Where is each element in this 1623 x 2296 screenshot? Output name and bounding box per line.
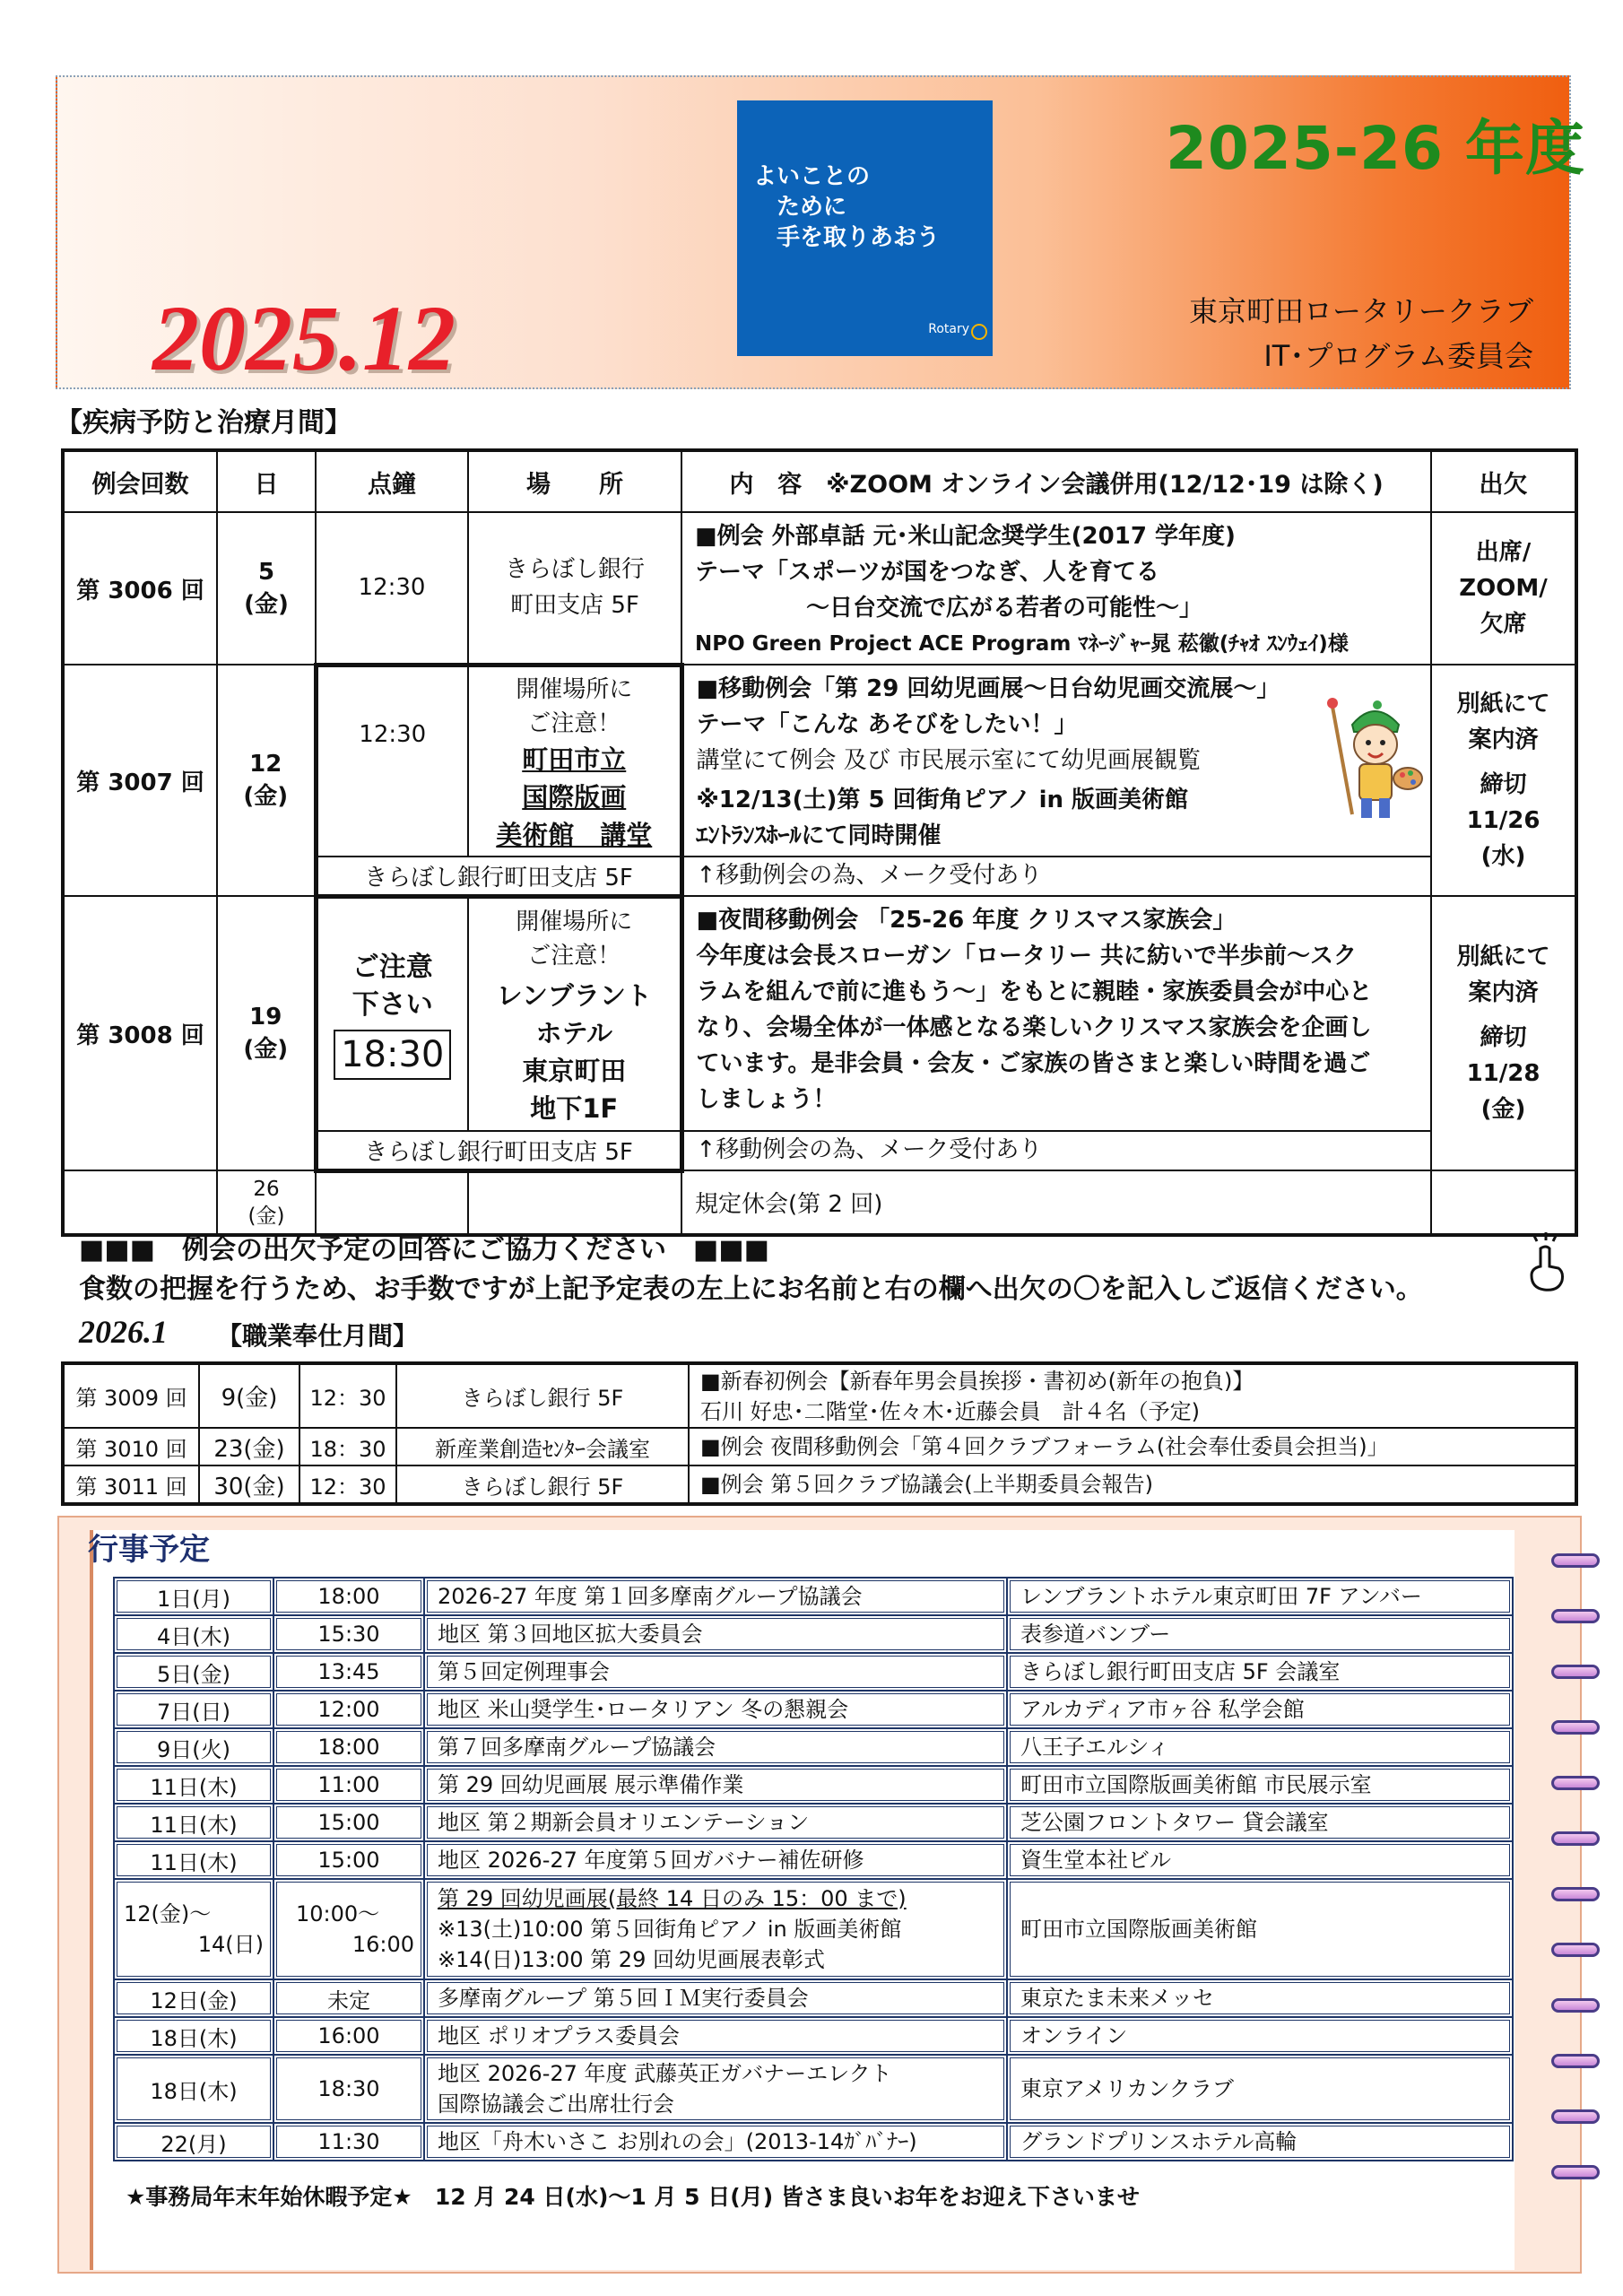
event-place: 八王子エルシィ [1007, 1728, 1513, 1766]
content-line: テーマ「こんな あそびをしたい！」 [696, 711, 1078, 738]
event-time: 13:45 [273, 1653, 424, 1691]
event-place: レンブラントホテル東京町田 7F アンバー [1007, 1578, 1513, 1615]
table-row [63, 1428, 1576, 1465]
attendance-line: ZOOM/ [1459, 575, 1548, 602]
weekday: (金) [247, 1204, 285, 1228]
attendance-notice [79, 1231, 1423, 1309]
event-time [273, 1879, 424, 1979]
event-name-line: 第 29 回幼児画展(最終 14 日のみ 15：00 まで) [438, 1886, 907, 1911]
event-place: グランドプリンスホテル高輪 [1007, 2123, 1513, 2161]
meeting-time: 12:30 [316, 665, 468, 857]
event-time: 15:30 [273, 1615, 424, 1653]
spiral-ring [1551, 2109, 1600, 2124]
meeting-content [681, 896, 1431, 1131]
event-date: 7日(日) [114, 1691, 273, 1728]
event-row [114, 1615, 1513, 1653]
event-place: 東京たま未来メッセ [1007, 1979, 1513, 2017]
event-date: 18日(木) [114, 2055, 273, 2123]
event-name: 地区 第２期新会員オリエンテーション [424, 1804, 1007, 1841]
attendance-line: 締切 [1480, 1024, 1527, 1051]
meeting-place [468, 665, 681, 857]
event-name: 地区 ポリオプラス委員会 [424, 2017, 1007, 2055]
meeting-place: 新産業創造ｾﾝﾀｰ会議室 [396, 1428, 689, 1465]
place-line: きらぼし銀行 [504, 556, 645, 584]
committee-name: IT･プログラム委員会 [1263, 339, 1533, 373]
event-date: 5日(金) [114, 1653, 273, 1691]
notice-heading: ■■■ 例会の出欠予定の回答にご協力ください ■■■ [79, 1234, 770, 1265]
header-meeting-no: 例会回数 [63, 450, 217, 512]
event-place: 芝公園フロントタワー 貸会議室 [1007, 1804, 1513, 1841]
attendance-line: 案内済 [1468, 979, 1539, 1006]
event-time: 18:00 [273, 1578, 424, 1615]
content-line: 石川 好忠･二階堂･佐々木･近藤会員 計４名（予定) [700, 1398, 1200, 1424]
december-schedule-table [61, 448, 1578, 1237]
content-line: ■例会 外部卓話 元･米山記念奨学生(2017 学年度) [695, 523, 1236, 550]
event-time: 未定 [273, 1979, 424, 2017]
content-line: テーマ「スポーツが国をつなぎ、人を育てる [695, 559, 1159, 586]
spiral-ring [1551, 1553, 1600, 1568]
meeting-date [217, 512, 316, 665]
weekday: (金) [243, 782, 289, 810]
table-row [63, 896, 1576, 1131]
place-line: レンブラント [496, 979, 652, 1011]
event-time: 15:00 [273, 1841, 424, 1879]
event-name-line: ※13(土)10:00 第５回街角ピアノ in 版画美術館 [438, 1917, 902, 1942]
event-date [114, 1879, 273, 1979]
attendance [1431, 1170, 1576, 1235]
time-note: ご注意 [352, 951, 433, 983]
child-painter-illustration [1325, 689, 1424, 823]
place-line: 地下1F [530, 1092, 619, 1124]
event-date-line: 14(日) [197, 1932, 264, 1957]
events-table [113, 1577, 1514, 2161]
january-month: 2026.1 [79, 1314, 168, 1350]
event-row [114, 1841, 1513, 1879]
place-line: ホテル [535, 1017, 613, 1048]
header-attendance: 出欠 [1431, 450, 1576, 512]
meeting-date: 23(金) [199, 1428, 299, 1465]
event-date: 11日(木) [114, 1804, 273, 1841]
content-line: ています。是非会員・会友・ご家族の皆さまと楽しい時間を過ご [696, 1050, 1371, 1077]
place-note: ご注意！ [527, 942, 621, 970]
event-place: 東京アメリカンクラブ [1007, 2055, 1513, 2123]
weekday: (金) [244, 590, 289, 618]
time-note: 下さい [352, 988, 433, 1021]
spiral-ring [1551, 1665, 1600, 1679]
spiral-ring [1551, 1887, 1600, 1901]
table-row [63, 512, 1576, 665]
spiral-ring [1551, 1776, 1600, 1790]
event-row [114, 1979, 1513, 2017]
events-title: 行事予定 [88, 1532, 210, 1568]
event-row [114, 1728, 1513, 1766]
meeting-time [316, 1170, 468, 1235]
rotary-wheel-icon [971, 324, 987, 340]
event-row [114, 1879, 1513, 1979]
event-name: 2026-27 年度 第１回多摩南グループ協議会 [424, 1578, 1007, 1615]
meeting-no: 第 3007 回 [63, 665, 217, 896]
event-place: 資生堂本社ビル [1007, 1841, 1513, 1879]
day: 12 [249, 750, 282, 778]
issue-month: 2025.12 [152, 287, 456, 390]
content-line: しましょう！ [696, 1086, 837, 1113]
meeting-content [681, 512, 1431, 665]
place-line: 国際版画 [522, 781, 627, 813]
attendance-line: 締切 [1480, 771, 1527, 798]
rotary-logo [737, 100, 993, 356]
event-time-line: 10:00～ [296, 1901, 380, 1926]
rotary-brand: Rotary [928, 322, 969, 336]
attendance-line: (金) [1480, 1096, 1526, 1123]
meeting-date [217, 1170, 316, 1235]
office-holiday-notice: ★事務局年末年始休暇予定★ 12 月 24 日(水)～1 月 5 日(月) 皆さま良いお年をお迎え下さいませ [126, 2184, 1140, 2210]
meeting-time [316, 896, 468, 1131]
meeting-date: 30(金) [199, 1465, 299, 1504]
logo-slogan [753, 161, 940, 253]
event-name: 地区 米山奨学生･ロータリアン 冬の懇親会 [424, 1691, 1007, 1728]
make-up-note: ↑移動例会の為、メーク受付あり [681, 857, 1431, 896]
event-row [114, 2017, 1513, 2055]
place-note: 開催場所に [516, 908, 633, 935]
meeting-content [689, 1363, 1576, 1428]
event-name: 第７回多摩南グループ協議会 [424, 1728, 1007, 1766]
header-place: 場 所 [468, 450, 681, 512]
event-time: 16:00 [273, 2017, 424, 2055]
header-content: 内 容 ※ZOOM オンライン会議併用(12/12･19 は除く) [681, 450, 1431, 512]
event-time: 18:00 [273, 1728, 424, 1766]
event-date: 1日(月) [114, 1578, 273, 1615]
event-time: 11:30 [273, 2123, 424, 2161]
event-name: 第５回定例理事会 [424, 1653, 1007, 1691]
january-schedule-table [61, 1361, 1578, 1506]
event-date: 11日(木) [114, 1841, 273, 1879]
content-line: ～日台交流で広がる若者の可能性～」 [806, 595, 1203, 622]
place-line: 町田市立 [522, 744, 627, 775]
event-place: アルカディア市ヶ谷 私学会館 [1007, 1691, 1513, 1728]
attendance-line: 案内済 [1468, 726, 1539, 753]
regular-venue-note: きらぼし銀行町田支店 5F [316, 1131, 681, 1170]
content-line: ラムを組んで前に進もう～」をもとに親睦・家族委員会が中心と [696, 978, 1373, 1005]
event-date: 18日(木) [114, 2017, 273, 2055]
meeting-time-box: 18:30 [334, 1030, 451, 1080]
event-place: 町田市立国際版画美術館 市民展示室 [1007, 1766, 1513, 1804]
meeting-place [468, 512, 681, 665]
meeting-no: 第 3011 回 [63, 1465, 199, 1504]
meeting-place: きらぼし銀行 5F [396, 1363, 689, 1428]
event-row [114, 1691, 1513, 1728]
logo-slogan-line: 手を取りあおう [777, 224, 941, 251]
place-note: ご注意！ [527, 709, 621, 737]
event-time: 12:00 [273, 1691, 424, 1728]
event-date: 9日(火) [114, 1728, 273, 1766]
event-place: 表参道バンブー [1007, 1615, 1513, 1653]
day: 5 [257, 558, 275, 586]
event-time: 11:00 [273, 1766, 424, 1804]
event-date-line: 12(金)～ [124, 1901, 212, 1926]
spiral-ring [1551, 1943, 1600, 1957]
spiral-ring [1551, 2054, 1600, 2068]
event-name-line: 地区 2026-27 年度 武藤英正ガバナーエレクト [438, 2061, 892, 2086]
meeting-time: 12：30 [299, 1363, 396, 1428]
content-line: ■移動例会「第 29 回幼児画展～日台幼児画交流展～」 [696, 675, 1280, 702]
spiral-ring [1551, 1720, 1600, 1735]
spiral-ring [1551, 1998, 1600, 2013]
event-name: 地区 第３回地区拡大委員会 [424, 1615, 1007, 1653]
event-time-line: 16:00 [352, 1932, 414, 1957]
event-row [114, 1578, 1513, 1615]
attendance-line: 別紙にて [1456, 944, 1550, 970]
meeting-content: 規定休会(第 2 回) [681, 1170, 1431, 1235]
event-name [424, 2055, 1007, 2123]
content-line: 今年度は会長スローガン「ロータリー 共に紡いで半歩前～スク [696, 943, 1358, 970]
event-date: 12日(金) [114, 1979, 273, 2017]
place-line: 町田支店 5F [510, 592, 639, 620]
event-name: 地区「舟木いさこ お別れの会」(2013-14ｶﾞﾊﾞﾅｰ) [424, 2123, 1007, 2161]
meeting-no: 第 3008 回 [63, 896, 217, 1170]
place-line: 美術館 講堂 [496, 819, 653, 850]
attendance [1431, 665, 1576, 896]
fiscal-year: 2025-26 年度 [1166, 114, 1585, 183]
meeting-date: 9(金) [199, 1363, 299, 1428]
event-name: 第 29 回幼児画展 展示準備作業 [424, 1766, 1007, 1804]
attendance-line: 11/26 [1466, 807, 1541, 834]
event-place: 町田市立国際版画美術館 [1007, 1879, 1513, 1979]
event-name-line: 国際協議会ご出席壮行会 [438, 2092, 674, 2117]
january-theme: 【職業奉仕月間】 [217, 1321, 419, 1351]
header-time: 点鐘 [316, 450, 468, 512]
table-row [63, 1170, 1576, 1235]
spiral-ring [1551, 1831, 1600, 1846]
content-line: ｴﾝﾄﾗﾝｽﾎｰﾙにて同時開催 [696, 822, 942, 849]
event-date: 11日(木) [114, 1766, 273, 1804]
attendance [1431, 896, 1576, 1170]
december-theme: 【疾病予防と治療月間】 [56, 407, 352, 439]
meeting-no: 第 3009 回 [63, 1363, 199, 1428]
day: 26 [253, 1177, 280, 1201]
table-header-row [63, 450, 1576, 512]
event-row [114, 2123, 1513, 2161]
table-row [63, 1363, 1576, 1428]
event-place: オンライン [1007, 2017, 1513, 2055]
event-row [114, 1766, 1513, 1804]
meeting-time: 12：30 [299, 1465, 396, 1504]
content-line: ■新春初例会【新春年男会員挨拶・書初め(新年の抱負)】 [700, 1368, 1254, 1394]
meeting-place [468, 1170, 681, 1235]
meeting-date [217, 665, 316, 896]
event-name: 地区 2026-27 年度第５回ガバナー補佐研修 [424, 1841, 1007, 1879]
attendance-line: (水) [1480, 843, 1526, 870]
table-row [63, 1465, 1576, 1504]
weekday: (金) [243, 1035, 289, 1063]
event-name: 多摩南グループ 第５回ＩＭ実行委員会 [424, 1979, 1007, 2017]
event-date: 4日(木) [114, 1615, 273, 1653]
event-date: 22(月) [114, 2123, 273, 2161]
attendance-line: 欠席 [1480, 611, 1527, 638]
regular-venue-note: きらぼし銀行町田支店 5F [316, 857, 681, 896]
header-date: 日 [217, 450, 316, 512]
content-line: ■夜間移動例会 「25-26 年度 クリスマス家族会」 [696, 907, 1237, 934]
day: 19 [249, 1003, 282, 1031]
event-time: 18:30 [273, 2055, 424, 2123]
meeting-place: きらぼし銀行 5F [396, 1465, 689, 1504]
content-line: なり、会場全体が一体感となる楽しいクリスマス家族会を企画し [696, 1014, 1372, 1041]
place-line: 東京町田 [522, 1055, 627, 1086]
event-time: 15:00 [273, 1804, 424, 1841]
meeting-content: ■例会 第５回クラブ協議会(上半期委員会報告) [689, 1465, 1576, 1504]
logo-slogan-line: よいことの [753, 163, 871, 190]
event-place: きらぼし銀行町田支店 5F 会議室 [1007, 1653, 1513, 1691]
attendance-line: 11/28 [1466, 1060, 1541, 1087]
event-row [114, 2055, 1513, 2123]
spiral-ring [1551, 1609, 1600, 1623]
attendance-line: 別紙にて [1456, 691, 1550, 718]
meeting-no [63, 1170, 217, 1235]
event-row [114, 1804, 1513, 1841]
meeting-no: 第 3006 回 [63, 512, 217, 665]
meeting-place [468, 896, 681, 1131]
event-name [424, 1879, 1007, 1979]
spiral-ring [1551, 2165, 1600, 2179]
make-up-note: ↑移動例会の為、メーク受付あり [681, 1131, 1431, 1170]
place-note: 開催場所に [516, 675, 633, 703]
meeting-time: 18：30 [299, 1428, 396, 1465]
event-row [114, 1653, 1513, 1691]
attendance-line: 出席/ [1475, 539, 1532, 566]
notice-body: 食数の把握を行うため、お手数ですが上記予定表の左上にお名前と右の欄へ出欠の〇を記入しご返信ください。 [79, 1274, 1423, 1305]
meeting-content: ■例会 夜間移動例会「第４回クラブフォーラム(社会奉仕委員会担当)」 [689, 1428, 1576, 1465]
content-line: NPO Green Project ACE Program ﾏﾈｰｼﾞｬｰ晁 菘徽(ﾁｬｵ ｽﾝｳｪｲ)様 [695, 632, 1349, 656]
meeting-no: 第 3010 回 [63, 1428, 199, 1465]
attendance [1431, 512, 1576, 665]
content-line: 講堂にて例会 及び 市民展示室にて幼児画展観覧 [696, 747, 1202, 774]
club-info [1184, 289, 1533, 378]
pointing-hand-icon [1524, 1231, 1566, 1293]
meeting-time: 12:30 [316, 512, 468, 665]
logo-slogan-line: ために [777, 194, 847, 221]
meeting-date [217, 896, 316, 1170]
event-name-line: ※14(日)13:00 第 29 回幼児画展表彰式 [438, 1947, 825, 1972]
meeting-content [681, 665, 1431, 857]
content-line: ※12/13(土)第 5 回街角ピアノ in 版画美術館 [696, 787, 1189, 813]
club-name: 東京町田ロータリークラブ [1188, 294, 1533, 328]
